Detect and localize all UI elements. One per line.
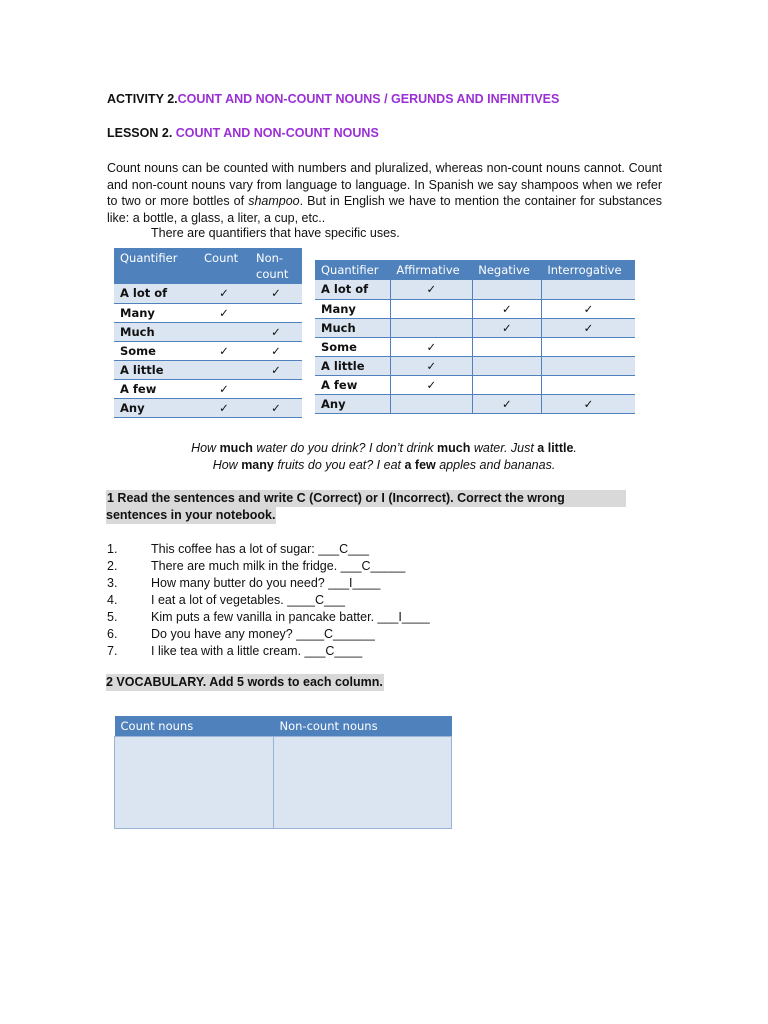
quantifier-name: A few <box>315 375 390 394</box>
table-row <box>114 379 302 398</box>
sentence-text: Kim puts a few vanilla in pancake batter. ___I____ <box>151 610 430 624</box>
sentence-text: This coffee has a lot of sugar: ___C___ <box>151 542 369 556</box>
activity-title: COUNT AND NON-COUNT NOUNS / GERUNDS AND INFINITIVES <box>177 92 560 106</box>
table-row <box>315 356 635 375</box>
t2-header-cell: Interrogative <box>541 260 635 280</box>
t2-header-cell: Quantifier <box>315 260 390 280</box>
sentence-text: I eat a lot of vegetables. ____C___ <box>151 593 345 607</box>
check-cell: ✓ <box>198 341 250 360</box>
sentence-text: I like tea with a little cream. ___C____ <box>151 644 363 658</box>
t1-header-cell: Quantifier <box>114 248 198 284</box>
quantifier-highlight: much <box>437 441 471 455</box>
quantifier-name: Any <box>315 394 390 413</box>
quantifier-highlight: a few <box>404 458 436 472</box>
table-row <box>114 303 302 322</box>
quantifier-name: Much <box>114 322 198 341</box>
activity-prefix: ACTIVITY 2. <box>107 92 178 106</box>
check-cell: ✓ <box>541 299 635 318</box>
example-sentence-1 <box>0 440 768 457</box>
quantifier-name: A little <box>315 356 390 375</box>
vocabulary-table <box>114 716 452 829</box>
task1-heading <box>106 490 626 507</box>
check-cell: ✓ <box>250 398 302 417</box>
quantifier-name: Some <box>114 341 198 360</box>
column-header-non-count-nouns: Non-count nouns <box>274 716 452 736</box>
check-cell <box>541 375 635 394</box>
example-text: water. Just <box>470 441 538 455</box>
sentence-item <box>107 626 430 643</box>
task1-heading-line1: 1 Read the sentences and write C (Correct) or I (Incorrect). Correct the wrong <box>107 491 565 505</box>
sentence-list <box>107 541 430 660</box>
intro-text-1: Count nouns can be counted with numbers and pluralized, whereas non-count nouns cannot. Count and non-count nouns vary from language to language. In Spanish we say shampoos when we refer to two or more bottles of <box>107 161 662 208</box>
sentence-number: 6. <box>107 627 118 641</box>
sentence-text: There are much milk in the fridge. ___C_____ <box>151 559 406 573</box>
table-row <box>114 341 302 360</box>
table-row <box>315 375 635 394</box>
check-cell: ✓ <box>390 337 472 356</box>
example-text: . <box>573 441 577 455</box>
quantifier-intro: There are quantifiers that have specific uses. <box>151 226 400 240</box>
table-row <box>315 280 635 299</box>
sentence-item <box>107 575 430 592</box>
sentence-number: 7. <box>107 644 118 658</box>
check-cell: ✓ <box>198 398 250 417</box>
quantifier-highlight: many <box>241 458 274 472</box>
sentence-item <box>107 558 430 575</box>
check-cell <box>390 318 472 337</box>
table-row <box>315 337 635 356</box>
sentence-number: 3. <box>107 576 118 590</box>
check-cell: ✓ <box>198 303 250 322</box>
lesson-prefix: LESSON 2. <box>107 126 176 140</box>
quantifier-name: A lot of <box>114 284 198 303</box>
quantifier-highlight: much <box>219 441 253 455</box>
check-cell: ✓ <box>390 375 472 394</box>
t2-header-cell: Affirmative <box>390 260 472 280</box>
example-sentence-2 <box>0 457 768 474</box>
check-cell <box>472 280 541 299</box>
check-cell: ✓ <box>472 394 541 413</box>
sentence-number: 4. <box>107 593 118 607</box>
activity-heading <box>107 92 559 106</box>
example-text: How <box>191 441 220 455</box>
check-cell <box>472 337 541 356</box>
quantifier-count-table <box>114 248 302 418</box>
check-cell <box>541 280 635 299</box>
t2-header-cell: Negative <box>472 260 541 280</box>
quantifier-highlight: a little <box>537 441 574 455</box>
table-row <box>315 299 635 318</box>
check-cell: ✓ <box>472 299 541 318</box>
check-cell: ✓ <box>541 394 635 413</box>
check-cell <box>198 360 250 379</box>
quantifier-name: A lot of <box>315 280 390 299</box>
sentence-number: 2. <box>107 559 118 573</box>
sentence-item <box>107 609 430 626</box>
quantifier-usage-table <box>315 260 635 414</box>
check-cell: ✓ <box>198 284 250 303</box>
sentence-item <box>107 643 430 660</box>
quantifier-name: Any <box>114 398 198 417</box>
check-cell: ✓ <box>390 280 472 299</box>
check-cell: ✓ <box>250 360 302 379</box>
quantifier-name: A little <box>114 360 198 379</box>
example-text: How <box>212 458 242 472</box>
check-cell <box>472 356 541 375</box>
intro-italic-word: shampoo <box>248 194 300 208</box>
count-nouns-cell[interactable] <box>115 736 274 828</box>
quantifier-name: Much <box>315 318 390 337</box>
sentence-number: 1. <box>107 542 118 556</box>
t1-header-cell: Non- count <box>250 248 302 284</box>
sentence-item <box>107 541 430 558</box>
check-cell: ✓ <box>541 318 635 337</box>
table-row <box>315 318 635 337</box>
check-cell <box>541 337 635 356</box>
lesson-heading <box>107 126 379 140</box>
check-cell: ✓ <box>390 356 472 375</box>
table-row <box>114 398 302 417</box>
quantifier-name: Many <box>114 303 198 322</box>
sentence-number: 5. <box>107 610 118 624</box>
quantifier-name: Some <box>315 337 390 356</box>
check-cell <box>541 356 635 375</box>
check-cell: ✓ <box>250 284 302 303</box>
non-count-nouns-cell[interactable] <box>274 736 452 828</box>
check-cell <box>250 379 302 398</box>
check-cell: ✓ <box>250 322 302 341</box>
table-row <box>114 360 302 379</box>
example-text: fruits do you eat? I eat <box>273 458 405 472</box>
check-cell <box>472 375 541 394</box>
column-header-count-nouns: Count nouns <box>115 716 274 736</box>
table-row <box>114 284 302 303</box>
check-cell: ✓ <box>198 379 250 398</box>
check-cell: ✓ <box>250 341 302 360</box>
example-text: water do you drink? I don’t drink <box>252 441 438 455</box>
quantifier-name: A few <box>114 379 198 398</box>
sentence-text: Do you have any money? ____C______ <box>151 627 375 641</box>
check-cell: ✓ <box>472 318 541 337</box>
sentence-text: How many butter do you need? ___I____ <box>151 576 381 590</box>
lesson-title: COUNT AND NON-COUNT NOUNS <box>175 126 379 140</box>
task2-heading: 2 VOCABULARY. Add 5 words to each column. <box>106 675 383 689</box>
check-cell <box>390 394 472 413</box>
intro-text-2: . But in English we have to mention the container for substances like: a bottle, a glass, a liter, a cup, etc.. <box>107 194 663 225</box>
check-cell <box>250 303 302 322</box>
table-row <box>315 394 635 413</box>
check-cell <box>198 322 250 341</box>
sentence-item <box>107 592 430 609</box>
table-row <box>114 322 302 341</box>
task1-heading-line2: sentences in your notebook. <box>106 508 276 522</box>
t1-header-cell: Count <box>198 248 250 284</box>
quantifier-name: Many <box>315 299 390 318</box>
check-cell <box>390 299 472 318</box>
intro-paragraph <box>107 160 662 226</box>
example-text: apples and bananas. <box>435 458 556 472</box>
